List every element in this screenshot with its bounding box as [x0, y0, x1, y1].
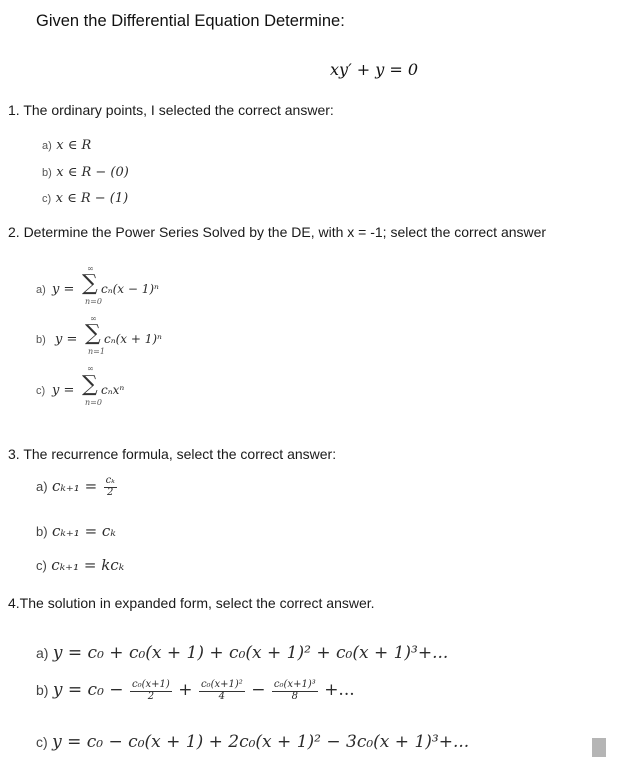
option-label: c): [36, 385, 46, 397]
fraction-numerator: c₀(x+1): [132, 679, 170, 690]
option-label: a): [36, 645, 49, 661]
option-math: x ∈ R: [56, 138, 92, 153]
sigma-icon: ∑: [85, 321, 101, 346]
sigma-icon: ∑: [82, 271, 98, 296]
fraction-denominator: 2: [107, 486, 114, 498]
sum-upper: ∞: [87, 364, 94, 373]
fraction-denominator: 2: [147, 690, 155, 702]
option-lhs: y =: [55, 332, 78, 347]
option-fraction: [272, 680, 318, 702]
sum-lower: n=0: [85, 398, 102, 407]
option-label: a): [36, 284, 46, 296]
fraction-numerator: c₀(x+1)³: [273, 679, 316, 690]
option-fraction: [199, 680, 245, 702]
option-math: cₖ₊₁ = kcₖ: [51, 556, 125, 574]
q3-option-c: [36, 556, 124, 575]
sum-upper: ∞: [90, 314, 97, 323]
question-3-prompt: 3. The recurrence formula, select the correct answer:: [8, 446, 337, 462]
sigma-icon: ∑: [82, 372, 98, 397]
q1-option-c: [42, 189, 128, 207]
option-math: x ∈ R − (0): [56, 165, 129, 180]
option-math: cₖ₊₁ = cₖ: [52, 522, 116, 540]
option-term: cₙ(x − 1)ⁿ: [101, 282, 159, 296]
option-lhs: cₖ₊₁ =: [52, 477, 98, 496]
option-label: c): [36, 558, 47, 573]
option-label: a): [42, 140, 52, 152]
option-lhs: y =: [52, 282, 75, 297]
differential-equation: xy′ + y = 0: [330, 60, 419, 79]
option-tail: +...: [324, 680, 355, 701]
option-label: c): [42, 193, 52, 205]
option-operator: +: [178, 680, 193, 701]
option-term: cₙ(x + 1)ⁿ: [104, 332, 162, 346]
option-term: cₙxⁿ: [101, 383, 125, 397]
option-operator: −: [251, 680, 266, 701]
q1-option-a: [42, 136, 91, 154]
q3-option-b: [36, 522, 116, 541]
option-label: b): [42, 167, 52, 179]
option-fraction: [104, 476, 117, 498]
page-title: Given the Differential Equation Determine:: [36, 12, 345, 30]
question-2-prompt: 2. Determine the Power Series Solved by the DE, with x = -1; select the correct answer: [8, 224, 547, 240]
fraction-numerator: cₖ: [105, 475, 115, 486]
question-1-prompt: 1. The ordinary points, I selected the correct answer:: [8, 102, 334, 118]
option-label: c): [36, 734, 48, 750]
sum-upper: ∞: [87, 264, 94, 273]
q3-option-a: [36, 476, 119, 498]
q4-option-a: [36, 643, 448, 663]
resize-handle[interactable]: [592, 738, 606, 757]
option-label: b): [36, 524, 48, 539]
option-label: a): [36, 479, 48, 495]
option-label: b): [36, 334, 46, 346]
option-math: y = c₀ − c₀(x + 1) + 2c₀(x + 1)² − 3c₀(x + 1)³+...: [52, 732, 470, 752]
fraction-denominator: 4: [218, 690, 226, 702]
option-math: x ∈ R − (1): [55, 191, 129, 206]
fraction-numerator: c₀(x+1)²: [200, 679, 243, 690]
question-4-prompt: 4.The solution in expanded form, select the correct answer.: [8, 595, 375, 611]
option-lhs: y = c₀ −: [52, 680, 124, 701]
sum-lower: n=1: [88, 347, 105, 356]
q1-option-b: [42, 163, 129, 181]
fraction-denominator: 8: [291, 690, 299, 702]
option-lhs: y =: [52, 383, 75, 398]
q4-option-c: [36, 732, 469, 752]
option-fraction: [130, 680, 172, 702]
q4-option-b: [36, 680, 355, 702]
sum-lower: n=0: [85, 297, 102, 306]
option-math: y = c₀ + c₀(x + 1) + c₀(x + 1)² + c₀(x + 1)³+...: [52, 643, 449, 663]
option-label: b): [36, 682, 49, 699]
